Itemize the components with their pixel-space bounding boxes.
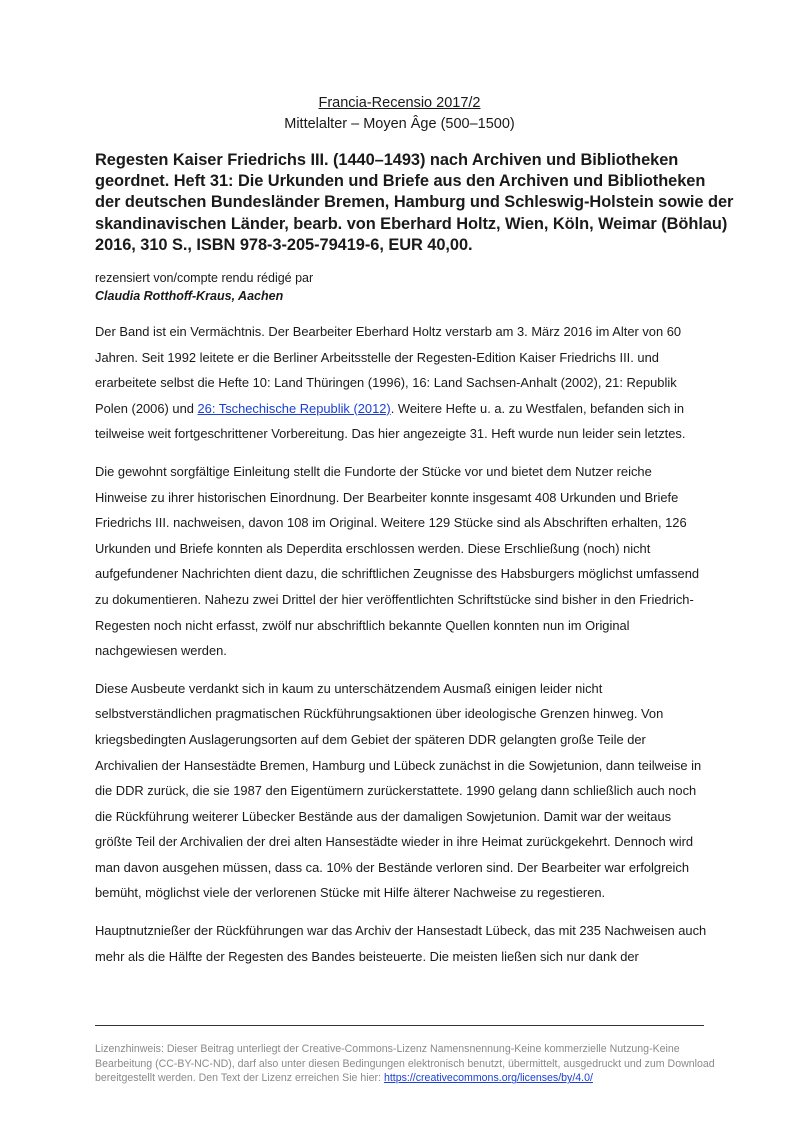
- paragraph-1: [95, 319, 707, 447]
- footer-divider: [95, 1025, 704, 1026]
- review-title: Regesten Kaiser Friedrichs III. (1440–1493) nach Archiven und Bibliotheken geordnet. Heft 31: Die Urkunden und Briefe aus den Archiven und Bibliotheken der deutschen Bundesländer Bremen, Hamburg und Schleswig-Holstein sowie der skandinavischen Länder, bearb. von Eberhard Holtz, Wien, Köln, Weimar (Böhlau) 2016, 310 S., ISBN 978-3-205-79419-6, EUR 40,00.: [95, 151, 734, 254]
- journal-issue: Francia-Recensio 2017/2: [318, 95, 481, 111]
- journal-section: Mittelalter – Moyen Âge (500–1500): [284, 116, 515, 132]
- review-body: [95, 319, 707, 981]
- paragraph-4: Hauptnutznießer der Rückführungen war das Archiv der Hansestadt Lübeck, das mit 235 Nachweisen auch mehr als die Hälfte der Regesten des Bandes beisteuerte. Die meisten ließen sich nur dank der: [95, 923, 707, 964]
- heft-26-link[interactable]: 26: Tschechische Republik (2012): [197, 400, 391, 416]
- license-notice: [95, 1042, 715, 1086]
- license-link[interactable]: https://creativecommons.org/licenses/by/4.0/: [383, 1072, 593, 1085]
- paragraph-2: Die gewohnt sorgfältige Einleitung stellt die Fundorte der Stücke vor und bietet dem Nutzer reiche Hinweise zu ihrer historischen Einordnung. Der Bearbeiter konnte insgesamt 408 Urkunden und Briefe Friedrichs III. nachweisen, davon 108 im Original. Weitere 129 Stücke sind als Abschriften erhalten, 126 Urkunden und Briefe konnten als Deperdita erschlossen werden. Diese Erschließung (noch) nicht aufgefundener Nachrichten dient dazu, die schriftlichen Zeugnisse des Habsburgers möglichst umfassend zu dokumentieren. Nahezu zwei Drittel der hier veröffentlichten Schriftstücke sind bisher in den Friedrich-Regesten noch nicht erfasst, zwölf nur abschriftlich bekannte Quellen konnten nun im Original nachgewiesen werden.: [95, 463, 700, 659]
- reviewer-block: [95, 269, 313, 305]
- paragraph-3: Diese Ausbeute verdankt sich in kaum zu unterschätzendem Ausmaß einigen leider nicht selbstverständlichen pragmatischen Rückführungsaktionen über ideologische Grenzen hinweg. Von kriegsbedingten Auslagerungsorten auf dem Gebiet der späteren DDR gelangten große Teile der Archivalien der Hansestädte Bremen, Hamburg und Lübeck zunächst in die Sowjetunion, dann teilweise in die DDR zurück, die sie 1987 den Eigentümern zurückerstattete. 1990 gelang dann schließlich auch noch die Rückführung weiterer Lübecker Bestände aus der damaligen Sowjetunion. Damit war der weitaus größte Teil der Archivalien der drei alten Hansestädte wieder in ihre Heimat zurückgekehrt. Dennoch wird man davon ausgehen müssen, dass ca. 10% der Bestände verloren sind. Der Bearbeiter war erfolgreich bemüht, möglichst viele der verlorenen Stücke mit Hilfe älterer Nachweise zu regestieren.: [95, 680, 702, 901]
- reviewed-by-label: rezensiert von/compte rendu rédigé par: [95, 271, 314, 285]
- paragraph-1-text-a: Der Band ist ein Vermächtnis. Der Bearbeiter Eberhard Holtz verstarb am 3. März 2016 im Alter von 60 Jahren. Seit 1992 leitete er die Berliner Arbeitsstelle der Regesten-Edition Kaiser Friedrichs III. und erarbeitete selbst die Hefte 10: Land Thüringen (1996), 16: Land Sachsen-Anhalt (2002), 21: Republik Polen (2006) und: [95, 324, 682, 416]
- license-text: Lizenzhinweis: Dieser Beitrag unterliegt der Creative-Commons-Lizenz Namensnennung-Keine kommerzielle Nutzung-Keine Bearbeitung (CC-BY-NC-ND), darf also unter diesen Bedingungen elektronisch benutzt, übermittelt, ausgedruckt und zum Download bereitgestellt werden. Den Text der Lizenz erreichen Sie hier:: [95, 1043, 715, 1085]
- paragraph-1-text-b: . Weitere Hefte u. a. zu Westfalen, befanden sich in teilweise weit fortgeschrittener Vorbereitung. Das hier angezeigte 31. Heft wurde nun leider sein letztes.: [95, 400, 686, 442]
- reviewer-name: Claudia Rotthoff-Kraus, Aachen: [95, 289, 284, 303]
- journal-header: [0, 93, 799, 135]
